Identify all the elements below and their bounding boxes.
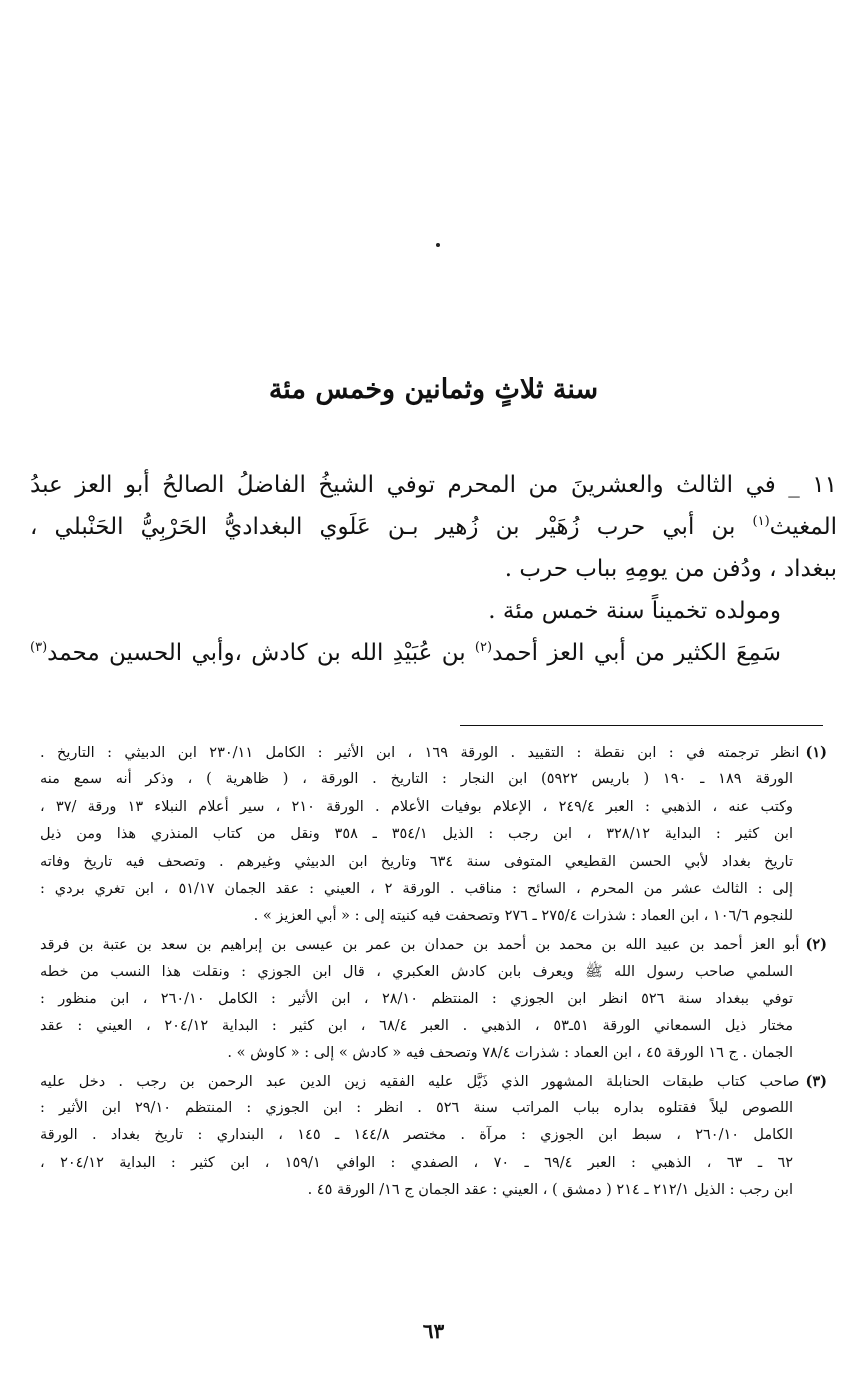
footnote-1-line: ابن كثير : البداية ٣٢٨/١٢ ، ابن رجب : الذيل ٣٥٤/١ ـ ٣٥٨ ونقل من كتاب المنذري هذا ومن ذيل xyxy=(40,826,793,843)
footnote-1-line xyxy=(40,744,827,771)
entry-line-4: ومولده تخميناً سنة خمس مئة . xyxy=(488,598,781,624)
footnote-1-line: للنجوم ١٠٦/٦ ، ابن العماد : شذرات ٢٧٥/٤ ـ ٢٧٦ وتصحفت فيه كنيته إلى : « أبي العزيز » . xyxy=(253,908,793,925)
footnote-2-line: الجمان . ج ١٦ الورقة ٤٥ ، ابن العماد : شذرات ٧٨/٤ وتصحف فيه « كادش » إلى : « كاوش » . xyxy=(227,1045,793,1062)
footnote-1-number: (١) xyxy=(805,744,827,761)
entry-line-5-text: سَمِعَ الكثير من أبي العز أحمد xyxy=(492,640,781,666)
year-heading: سنة ثلاثٍ وثمانين وخمس مئة xyxy=(268,374,599,405)
footnote-2-line xyxy=(40,936,827,963)
footnote-3-line xyxy=(40,1073,827,1100)
footnote-3-text: صاحب كتاب طبقات الحنابلة المشهور الذي ذَيَّل عليه الفقيه زين الدين عبد الرحمن بن رجب . دخل عليه xyxy=(40,1073,800,1090)
footnotes xyxy=(40,744,827,1210)
entry-line-5-mid: بن عُبَيْدِ الله بن كادش ،وأبي الحسين محمد xyxy=(47,640,466,666)
footnote-2-number: (٢) xyxy=(805,935,827,953)
footnote-separator xyxy=(460,725,823,726)
footnote-3-number: (٣) xyxy=(805,1072,827,1090)
footnote-ref-1[interactable]: (١) xyxy=(752,514,770,529)
footnote-2-line: توفي ببغداد سنة ٥٢٦ انظر ابن الجوزي : المنتظم ٢٨/١٠ ، ابن الأثير : الكامل ٢٦٠/١٠ ، ابن منظور : xyxy=(40,990,793,1007)
entry-line-2-start: المغيث xyxy=(769,514,837,540)
entry-line-1: ١١ _ في الثالث والعشرينَ من المحرم توفي الشيخُ الفاضلُ الصالحُ أبو العز عبدُ xyxy=(30,472,837,498)
footnote-1-text: انظر ترجمته في : ابن نقطة : التقييد . الورقة ١٦٩ ، ابن الأثير : الكامل ٢٣٠/١١ ابن الدبيثي : التاريخ . xyxy=(40,745,800,761)
entry-line-5 xyxy=(30,640,837,682)
entry-line-2-text: بن أبي حرب زُهَيْر بن زُهير بـن عَلَوي البغداديُّ الحَرْبِيُّ الحَنْبلي ، xyxy=(30,514,736,540)
footnote-2-text: أبو العز أحمد بن عبيد الله بن محمد بن أحمد بن حمدان بن عمر بن عيسى بن إبراهيم بن سعد بن عتبة بن فرقد xyxy=(40,936,800,953)
ink-dot xyxy=(436,243,440,247)
footnote-3-line: الكامل ٢٦٠/١٠ ، سبط ابن الجوزي : مرآة . مختصر ١٤٤/٨ ـ ١٤٥ ، البنداري : تاريخ بغداد . الورقة xyxy=(40,1127,793,1144)
footnote-1-line: تاريخ بغداد لأبي الحسن القطيعي المتوفى سنة ٦٣٤ وتاريخ ابن الدبيثي وغيرهم . وتصحف فيه تاريخ وفاته xyxy=(40,853,793,870)
footnote-1-line: الورقة ١٨٩ ـ ١٩٠ ( باريس ٥٩٢٢) ابن النجار : التاريخ . الورقة ، ( ظاهرية ) ، وذكر أنه سمع منه xyxy=(40,771,793,788)
footnote-1-line: وكتب عنه ، الذهبي : العبر ٢٤٩/٤ ، الإعلام بوفيات الأعلام . الورقة ٢١٠ ، سير أعلام النبلاء ١٣ ورقة /٣٧ ، xyxy=(40,798,793,815)
footnote-2-line: مختار ذيل السمعاني الورقة ٥١ـ٥٣ ، الذهبي . العبر ٦٨/٤ ، ابن كثير : البداية ٢٠٤/١٢ ، العيني : عقد xyxy=(40,1017,793,1034)
footnote-3-line: ابن رجب : الذيل ٢١٢/١ ـ ٢١٤ ( دمشق ) ، العيني : عقد الجمان ج ١٦/ الورقة ٤٥ . xyxy=(307,1182,793,1199)
footnote-3-line: ٦٢ ـ ٦٣ ، الذهبي : العبر ٦٩/٤ ـ ٧٠ ، الصفدي : الوافي ١٥٩/١ ، ابن كثير : البداية ٢٠٤/١٢ ، xyxy=(40,1154,794,1171)
footnote-3-line: اللصوص ليلاً فقتلوه بداره بباب المراتب سنة ٥٢٦ . انظر : ابن الجوزي : المنتظم ٢٩/١٠ ابن الأثير : xyxy=(40,1100,793,1117)
entry-line-3: ببغداد ، ودُفن من يومِهِ بباب حرب . xyxy=(504,556,837,582)
footnote-ref-2[interactable]: (٢) xyxy=(474,640,493,655)
entry-text xyxy=(30,472,837,682)
page-number: ٦٣ xyxy=(422,1319,445,1343)
footnote-2-line: السلمي صاحب رسول الله ﷺ ويعرف بابن كادش العكبري ، قال ابن الجوزي : ونقلت هذا النسب من خطه xyxy=(40,964,793,981)
footnote-1-line: إلى : الثالث عشر من المحرم ، السائح : مناقب . الورقة ٢ ، العيني : عقد الجمان ٥١/١٧ ، ابن تغري بردي : xyxy=(40,880,794,897)
entry-line-2 xyxy=(30,514,837,556)
footnote-ref-3[interactable]: (٣) xyxy=(30,640,48,655)
